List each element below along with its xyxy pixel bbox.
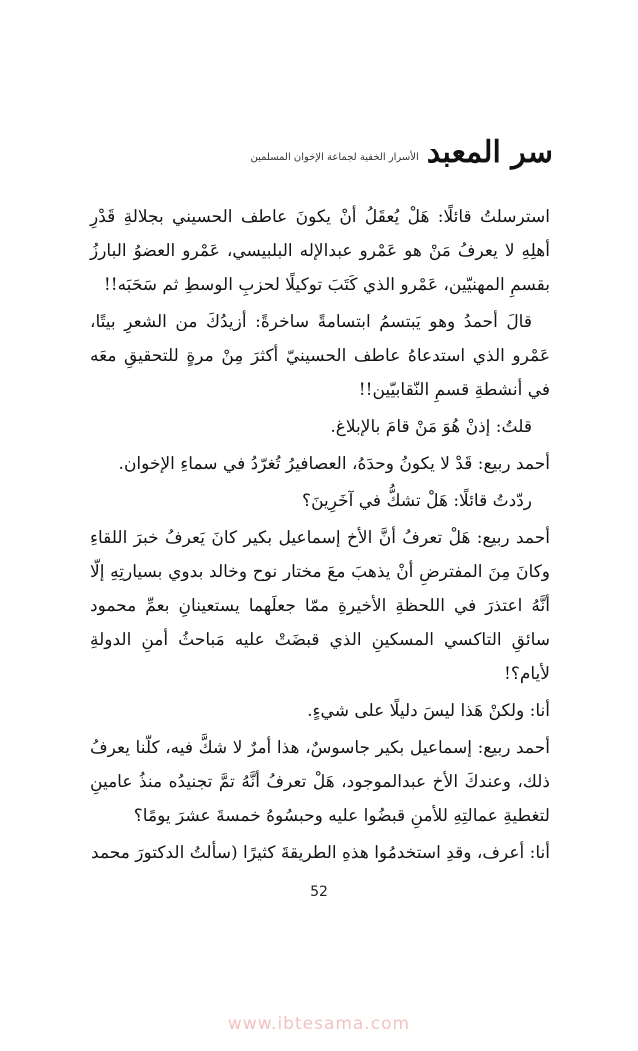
paragraph-1: استرسلتُ قائلًا: هَلْ يُعقَلُ أنْ يكونَ عاطف الحسيني بجلالةِ قَدْرِ أهلِهِ لا يعرفُ مَنْ هو عَمْرو عبدالإله البلبيسي، عَمْرو العضوُ البارزُ بقسمِ المهنيّين، عَمْرو الذي كَتَبَ توكيلًا لحزبِ الوسطِ ثم سَحَبَه!! [90, 207, 550, 295]
book-logo: سر المعبد [426, 135, 553, 170]
watermark: www.ibtesama.com [227, 1014, 411, 1034]
paragraph-7: أنا: ولكنْ هَذا ليسَ دليلًا على شيءٍ. [307, 701, 550, 721]
paragraph-4: أحمد ربيع: قَدْ لا يكونُ وحدَهُ، العصافيرُ تُغرّدُ في سماءِ الإخوان. [118, 454, 550, 474]
paragraph-3: قلتُ: إذنْ هُوَ مَنْ قامَ بالإبلاغ. [330, 417, 532, 437]
running-header [250, 135, 553, 170]
book-subtitle: الأسرار الخفية لجماعة الإخوان المسلمين [250, 152, 419, 163]
body-text [90, 200, 550, 873]
paragraph-2: قالَ أحمدُ وهو يَبتسمُ ابتسامةً ساخرةً: أزيدُكَ من الشعرِ بيتًا، عَمْرو الذي استدعاهُ عاطف الحسينيّ أكثرَ مِنْ مرةٍ للتحقيقِ معَه في أنشطةِ قسمِ النّقابيّين!! [90, 312, 550, 400]
paragraph-5: ردّدتُ قائلًا: هَلْ تشكُّ في آخَرِينَ؟ [302, 491, 532, 511]
paragraph-8: أحمد ربيع: إسماعيل بكير جاسوسٌ، هذا أمرٌ لا شكَّ فيه، كلّنا يعرفُ ذلك، وعندكَ الأخ عبدالموجود، هَلْ تعرفُ أنَّهُ تمَّ تجنيدُه منذُ عامينِ لتغطيةِ عمالتِهِ للأمنِ قبضُوا عليه وحبسُوهُ خمسةَ عشرَ يومًا؟ [90, 738, 550, 826]
page-number: 52 [310, 884, 328, 900]
paragraph-6: أحمد ربيع: هَلْ تعرفُ أنَّ الأخ إسماعيل بكير كانَ يَعرفُ خبرَ اللقاءِ وكانَ مِنَ المفترضِ أنْ يذهبَ معَ مختار نوح وخالد بدوي بسيارتِهِ إلّا أنَّهُ اعتذرَ في اللحظةِ الأخيرةِ ممّا جعلَهما يستعينانِ بعمِّ محمود سائقِ التاكسي المسكينِ الذي قبضَتْ عليه مَباحثُ أمنِ الدولةِ لأيام؟! [90, 528, 550, 684]
paragraph-9: أنا: أعرف، وقدِ استخدمُوا هذهِ الطريقةَ كثيرًا (سألتُ الدكتورَ محمد [91, 843, 550, 863]
